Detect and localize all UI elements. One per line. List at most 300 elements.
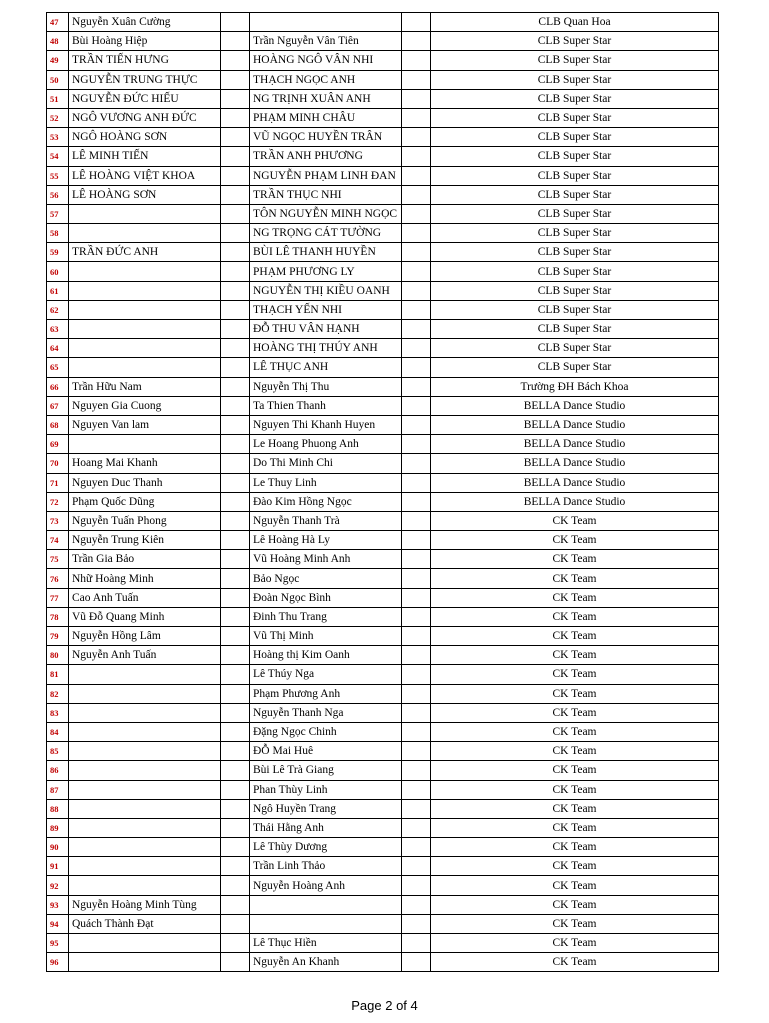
male-dancer-cell: NGUYỄN ĐỨC HIẾU [69,89,221,108]
row-number: 69 [47,435,69,454]
empty-cell [221,396,250,415]
female-dancer-cell: TÔN NGUYỄN MINH NGỌC [250,204,402,223]
empty-cell [221,665,250,684]
female-dancer-cell: Le Thuy Linh [250,473,402,492]
club-cell: CLB Super Star [431,262,719,281]
club-cell: CK Team [431,934,719,953]
male-dancer-cell [69,934,221,953]
male-dancer-cell: Bùi Hoàng Hiệp [69,32,221,51]
male-dancer-cell: Quách Thành Đạt [69,914,221,933]
table-body [47,13,719,972]
female-dancer-cell: Nguyễn Hoàng Anh [250,876,402,895]
empty-cell [221,722,250,741]
row-number: 64 [47,339,69,358]
table-row [47,32,719,51]
row-number: 48 [47,32,69,51]
club-cell: CLB Super Star [431,300,719,319]
empty-cell [402,914,431,933]
empty-cell [221,147,250,166]
empty-cell [402,473,431,492]
empty-cell [221,607,250,626]
male-dancer-cell [69,339,221,358]
empty-cell [221,876,250,895]
male-dancer-cell [69,358,221,377]
table-row [47,550,719,569]
row-number: 60 [47,262,69,281]
club-cell: CLB Super Star [431,89,719,108]
empty-cell [221,13,250,32]
table-row [47,454,719,473]
empty-cell [402,665,431,684]
empty-cell [402,262,431,281]
male-dancer-cell: LÊ HOÀNG VIỆT KHOA [69,166,221,185]
empty-cell [402,627,431,646]
club-cell: CK Team [431,761,719,780]
empty-cell [402,569,431,588]
table-row [47,147,719,166]
row-number: 55 [47,166,69,185]
row-number: 57 [47,204,69,223]
female-dancer-cell: Nguyễn Thanh Nga [250,703,402,722]
female-dancer-cell: Bùi Lê Trà Giang [250,761,402,780]
female-dancer-cell: NG TRỊNH XUÂN ANH [250,89,402,108]
empty-cell [221,492,250,511]
empty-cell [221,799,250,818]
female-dancer-cell [250,914,402,933]
row-number: 94 [47,914,69,933]
club-cell: CLB Super Star [431,339,719,358]
male-dancer-cell: Trần Hữu Nam [69,377,221,396]
empty-cell [221,128,250,147]
club-cell: CK Team [431,722,719,741]
male-dancer-cell: NGÔ VƯƠNG ANH ĐỨC [69,108,221,127]
female-dancer-cell: Lê Hoàng Hà Ly [250,531,402,550]
empty-cell [402,415,431,434]
page-footer: Page 2 of 4 [351,998,418,1013]
club-cell: CK Team [431,895,719,914]
female-dancer-cell: THẠCH YẾN NHI [250,300,402,319]
club-cell: CLB Super Star [431,166,719,185]
empty-cell [221,588,250,607]
empty-cell [402,281,431,300]
female-dancer-cell: Le Hoang Phuong Anh [250,435,402,454]
table-row [47,166,719,185]
table-row [47,780,719,799]
empty-cell [402,761,431,780]
male-dancer-cell: Nguyễn Anh Tuấn [69,646,221,665]
empty-cell [221,243,250,262]
empty-cell [221,627,250,646]
table-row [47,646,719,665]
row-number: 76 [47,569,69,588]
empty-cell [402,358,431,377]
female-dancer-cell: Lê Thùy Dương [250,838,402,857]
male-dancer-cell [69,742,221,761]
empty-cell [221,377,250,396]
registration-table [46,12,719,972]
female-dancer-cell: ĐỖ THU VÂN HẠNH [250,320,402,339]
empty-cell [221,224,250,243]
male-dancer-cell: Nguyễn Trung Kiên [69,531,221,550]
male-dancer-cell [69,665,221,684]
table-row [47,243,719,262]
female-dancer-cell: THẠCH NGỌC ANH [250,70,402,89]
table-row [47,415,719,434]
club-cell: CK Team [431,857,719,876]
row-number: 54 [47,147,69,166]
table-row [47,473,719,492]
male-dancer-cell [69,300,221,319]
row-number: 52 [47,108,69,127]
male-dancer-cell [69,224,221,243]
row-number: 96 [47,953,69,972]
male-dancer-cell [69,799,221,818]
table-row [47,838,719,857]
male-dancer-cell [69,320,221,339]
female-dancer-cell: Nguyễn Thanh Trà [250,511,402,530]
club-cell: CLB Super Star [431,185,719,204]
table-row [47,665,719,684]
female-dancer-cell: BÙI LÊ THANH HUYỀN [250,243,402,262]
empty-cell [402,185,431,204]
empty-cell [402,166,431,185]
empty-cell [402,454,431,473]
table-row [47,224,719,243]
male-dancer-cell: Nguyen Duc Thanh [69,473,221,492]
female-dancer-cell: Lê Thục Hiền [250,934,402,953]
female-dancer-cell: Đặng Ngọc Chinh [250,722,402,741]
table-row [47,358,719,377]
empty-cell [221,281,250,300]
male-dancer-cell [69,838,221,857]
club-cell: CK Team [431,876,719,895]
female-dancer-cell: Đào Kim Hồng Ngọc [250,492,402,511]
empty-cell [221,761,250,780]
empty-cell [402,722,431,741]
empty-cell [221,818,250,837]
female-dancer-cell: Nguyen Thi Khanh Huyen [250,415,402,434]
club-cell: BELLA Dance Studio [431,396,719,415]
female-dancer-cell: HOÀNG THỊ THÚY ANH [250,339,402,358]
club-cell: CLB Super Star [431,147,719,166]
female-dancer-cell: NGUYỄN PHẠM LINH ĐAN [250,166,402,185]
club-cell: CK Team [431,511,719,530]
empty-cell [221,262,250,281]
empty-cell [221,550,250,569]
row-number: 74 [47,531,69,550]
female-dancer-cell [250,13,402,32]
empty-cell [221,934,250,953]
empty-cell [402,953,431,972]
empty-cell [402,300,431,319]
table-row [47,531,719,550]
club-cell: CK Team [431,799,719,818]
empty-cell [221,339,250,358]
empty-cell [402,243,431,262]
female-dancer-cell: HOÀNG NGÔ VÂN NHI [250,51,402,70]
female-dancer-cell: PHẠM PHƯƠNG LY [250,262,402,281]
club-cell: CLB Super Star [431,32,719,51]
club-cell: CK Team [431,684,719,703]
row-number: 81 [47,665,69,684]
row-number: 85 [47,742,69,761]
female-dancer-cell: Trần Nguyễn Vân Tiên [250,32,402,51]
table-row [47,300,719,319]
empty-cell [221,166,250,185]
empty-cell [402,13,431,32]
male-dancer-cell: Nguyễn Tuấn Phong [69,511,221,530]
empty-cell [402,108,431,127]
empty-cell [221,108,250,127]
female-dancer-cell [250,895,402,914]
male-dancer-cell: Trần Gia Bảo [69,550,221,569]
empty-cell [221,435,250,454]
table-row [47,185,719,204]
male-dancer-cell [69,780,221,799]
empty-cell [221,953,250,972]
row-number: 72 [47,492,69,511]
club-cell: CLB Super Star [431,358,719,377]
row-number: 71 [47,473,69,492]
empty-cell [221,185,250,204]
female-dancer-cell: TRẦN THỤC NHI [250,185,402,204]
empty-cell [221,358,250,377]
club-cell: CK Team [431,665,719,684]
male-dancer-cell [69,876,221,895]
empty-cell [221,838,250,857]
table-row [47,857,719,876]
empty-cell [402,550,431,569]
empty-cell [402,377,431,396]
empty-cell [402,320,431,339]
table-row [47,799,719,818]
empty-cell [221,780,250,799]
female-dancer-cell: Đinh Thu Trang [250,607,402,626]
club-cell: CK Team [431,703,719,722]
male-dancer-cell [69,281,221,300]
empty-cell [402,511,431,530]
club-cell: CK Team [431,607,719,626]
male-dancer-cell: NGUYỄN TRUNG THỰC [69,70,221,89]
female-dancer-cell: PHẠM MINH CHÂU [250,108,402,127]
table-row [47,569,719,588]
empty-cell [221,569,250,588]
female-dancer-cell: Vũ Hoàng Minh Anh [250,550,402,569]
female-dancer-cell: Thái Hằng Anh [250,818,402,837]
club-cell: CLB Super Star [431,320,719,339]
table-row [47,627,719,646]
empty-cell [221,454,250,473]
club-cell: CK Team [431,818,719,837]
empty-cell [221,684,250,703]
male-dancer-cell: Phạm Quốc Dũng [69,492,221,511]
male-dancer-cell [69,953,221,972]
female-dancer-cell: Ngô Huyền Trang [250,799,402,818]
table-row [47,492,719,511]
club-cell: CK Team [431,588,719,607]
club-cell: CK Team [431,646,719,665]
row-number: 68 [47,415,69,434]
club-cell: CK Team [431,780,719,799]
table-row [47,339,719,358]
row-number: 87 [47,780,69,799]
row-number: 50 [47,70,69,89]
row-number: 49 [47,51,69,70]
row-number: 70 [47,454,69,473]
row-number: 56 [47,185,69,204]
row-number: 90 [47,838,69,857]
male-dancer-cell: Cao Anh Tuấn [69,588,221,607]
empty-cell [402,70,431,89]
female-dancer-cell: Nguyễn An Khanh [250,953,402,972]
row-number: 93 [47,895,69,914]
male-dancer-cell [69,262,221,281]
row-number: 75 [47,550,69,569]
empty-cell [402,799,431,818]
empty-cell [402,588,431,607]
table-row [47,761,719,780]
row-number: 80 [47,646,69,665]
empty-cell [402,224,431,243]
table-row [47,70,719,89]
row-number: 67 [47,396,69,415]
female-dancer-cell: Phan Thùy Linh [250,780,402,799]
empty-cell [221,895,250,914]
table-row [47,607,719,626]
table-row [47,953,719,972]
row-number: 86 [47,761,69,780]
empty-cell [221,473,250,492]
empty-cell [221,415,250,434]
row-number: 73 [47,511,69,530]
male-dancer-cell: Nguyen Gia Cuong [69,396,221,415]
empty-cell [221,646,250,665]
empty-cell [402,531,431,550]
club-cell: BELLA Dance Studio [431,454,719,473]
empty-cell [221,703,250,722]
row-number: 61 [47,281,69,300]
empty-cell [402,684,431,703]
female-dancer-cell: Phạm Phương Anh [250,684,402,703]
male-dancer-cell: TRẦN ĐỨC ANH [69,243,221,262]
female-dancer-cell: Nguyễn Thị Thu [250,377,402,396]
row-number: 78 [47,607,69,626]
row-number: 47 [47,13,69,32]
club-cell: Trường ĐH Bách Khoa [431,377,719,396]
row-number: 83 [47,703,69,722]
table-row [47,703,719,722]
female-dancer-cell: Hoàng thị Kim Oanh [250,646,402,665]
empty-cell [402,838,431,857]
table-row [47,89,719,108]
table-row [47,281,719,300]
club-cell: CLB Super Star [431,51,719,70]
club-cell: CK Team [431,569,719,588]
club-cell: CK Team [431,742,719,761]
empty-cell [221,89,250,108]
row-number: 58 [47,224,69,243]
male-dancer-cell [69,684,221,703]
empty-cell [221,320,250,339]
empty-cell [402,703,431,722]
club-cell: BELLA Dance Studio [431,473,719,492]
table-row [47,377,719,396]
table-row [47,934,719,953]
empty-cell [402,435,431,454]
empty-cell [221,32,250,51]
table-row [47,262,719,281]
female-dancer-cell: Ta Thien Thanh [250,396,402,415]
female-dancer-cell: Đoàn Ngọc Bình [250,588,402,607]
table-row [47,13,719,32]
club-cell: CLB Super Star [431,243,719,262]
female-dancer-cell: Bảo Ngọc [250,569,402,588]
female-dancer-cell: TRẦN ANH PHƯƠNG [250,147,402,166]
empty-cell [402,934,431,953]
table-row [47,108,719,127]
row-number: 53 [47,128,69,147]
row-number: 65 [47,358,69,377]
empty-cell [402,204,431,223]
table-row [47,396,719,415]
row-number: 82 [47,684,69,703]
club-cell: CK Team [431,914,719,933]
row-number: 66 [47,377,69,396]
female-dancer-cell: Lê Thúy Nga [250,665,402,684]
male-dancer-cell [69,722,221,741]
female-dancer-cell: ĐỖ Mai Huê [250,742,402,761]
empty-cell [402,857,431,876]
male-dancer-cell [69,703,221,722]
empty-cell [402,339,431,358]
table-row [47,588,719,607]
club-cell: CLB Quan Hoa [431,13,719,32]
club-cell: CLB Super Star [431,70,719,89]
row-number: 59 [47,243,69,262]
club-cell: CLB Super Star [431,224,719,243]
empty-cell [402,646,431,665]
row-number: 95 [47,934,69,953]
club-cell: CLB Super Star [431,108,719,127]
club-cell: BELLA Dance Studio [431,415,719,434]
female-dancer-cell: Do Thi Minh Chi [250,454,402,473]
row-number: 84 [47,722,69,741]
empty-cell [221,531,250,550]
empty-cell [402,818,431,837]
male-dancer-cell [69,857,221,876]
club-cell: CK Team [431,953,719,972]
row-number: 79 [47,627,69,646]
female-dancer-cell: LÊ THỤC ANH [250,358,402,377]
male-dancer-cell [69,435,221,454]
empty-cell [402,742,431,761]
female-dancer-cell: Vũ Thị Minh [250,627,402,646]
male-dancer-cell: Nguyễn Hồng Lâm [69,627,221,646]
empty-cell [402,895,431,914]
empty-cell [402,51,431,70]
club-cell: CK Team [431,550,719,569]
club-cell: BELLA Dance Studio [431,435,719,454]
male-dancer-cell [69,204,221,223]
row-number: 88 [47,799,69,818]
table-row [47,914,719,933]
row-number: 51 [47,89,69,108]
female-dancer-cell: NGUYỄN THỊ KIỀU OANH [250,281,402,300]
row-number: 92 [47,876,69,895]
empty-cell [402,396,431,415]
empty-cell [221,51,250,70]
table-row [47,818,719,837]
